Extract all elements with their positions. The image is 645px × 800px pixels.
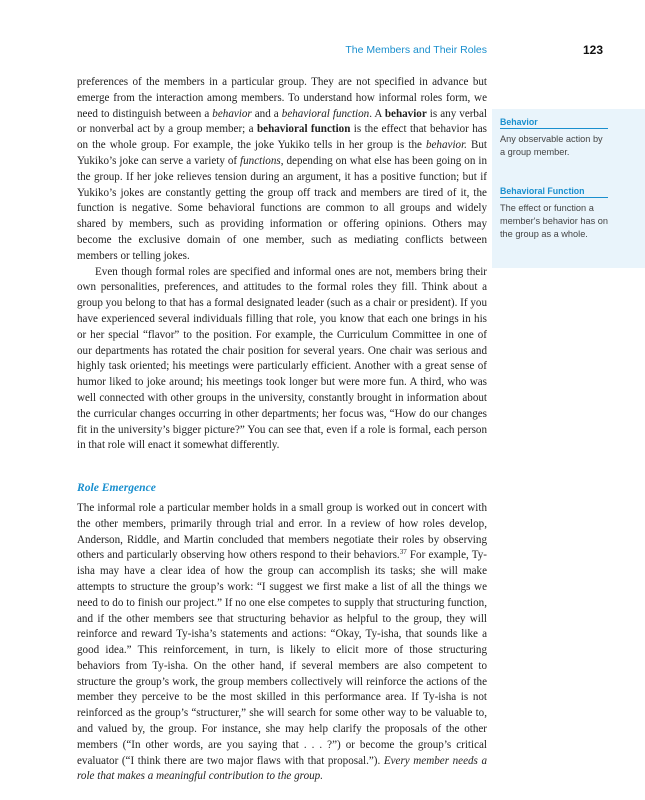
body-text xyxy=(77,75,487,785)
glossary-term: Behavioral Function xyxy=(500,186,608,198)
key-term-behavior: behavior xyxy=(384,107,427,120)
glossary-definition: The effect or function a member's behavior has on the group as a whole. xyxy=(500,203,608,240)
glossary-definition: Any observable action by a group member. xyxy=(500,134,603,158)
page-header xyxy=(0,44,645,60)
citation-reference: 37 xyxy=(399,548,407,557)
running-title: The Members and Their Roles xyxy=(345,44,487,56)
key-term-behavioral-function: behavioral function xyxy=(256,123,351,136)
section-heading: Role Emergence xyxy=(77,481,156,495)
glossary-entry-behavior xyxy=(500,117,608,159)
paragraph-informal-roles: preferences of the members in a particular group. They are not specified in advance but emerge from the interaction among members. To understand how informal roles form, we need to distinguish between a behavior and a behavioral function. A behavior is any verbal or nonverbal act by a group member; a behavioral function is the effect that behavior has on the whole group. For example, the joke Yukiko tells in her group is the behavior. But Yukiko’s joke can serve a variety of functions, depending on what else has been going on in the group. If her joke relieves tension during an argument, it has a positive function; but if Yukiko’s jokes are constantly getting the group off track and members are tired of it, the function is negative. Some behavioral functions are common to all groups and widely shared by members, such as providing information or offering opinions. Others may become the exclusive domain of one member, such as mediating conflicts between members or telling jokes. xyxy=(77,76,487,262)
glossary-term: Behavior xyxy=(500,117,608,129)
paragraph-formal-roles: Even though formal roles are specified and informal ones are not, members bring their own personalities, preferences, and attitudes to the formal roles they fill. Think about a group you belong to that has a formal designated leader (such as a chair or president). If you have experienced several individuals filling that role, you know that each one brings in his or her special “flavor” to the position. For example, the Curriculum Committee in one of our departments has rotated the chair position for several years. One chair was serious and highly task oriented; his meetings were particularly efficient. Another with a great sense of humor liked to joke around; his meetings took longer but were more fun. A third, who was well connected with other groups in the university, constantly brought in information about the curricular changes occurring in other departments; her focus was, “How do our changes fit in the university’s bigger picture?” You can see that, even if a role is formal, each person in that role will enact it somewhat differently. xyxy=(77,265,487,452)
glossary-entry-behavioral-function xyxy=(500,186,608,242)
page-number: 123 xyxy=(582,43,603,57)
paragraph-role-emergence: The informal role a particular member holds in a small group is worked out in concert with the other members, primarily through trial and error. In a review of how roles develop, Anderson, Riddle, and Martin concluded that members negotiate their roles by observing others and particularly observing how others respond to their behaviors.$^{37}$ For example, Ty-isha may have a clear idea of how the group can accomplish its tasks; she will make attempts to structure the group’s work: “I suggest we first make a list of all the things we need to do to finish our project.” If no one else competes to supply that structuring function, and if the other members see that structuring behavior as helpful to the group, they will reinforce and reward Ty-isha’s statements and actions: “Okay, Ty-isha, that sounds like a good idea.” This reinforcement, in turn, is likely to elicit more of those structuring behaviors from Ty-isha. On the other hand, if several members are also competent to structure the group’s work, the group members collectively will reinforce the actions of the member they perceive to be the most skilled in this performance area. If Ty-isha is not reinforced as the group’s “structurer,” she will search for some other way to be valuable to, and valued by, the group. For instance, she may help clarify the proposals of the other members (“In other words, are you saying that . . . ?”) or become the group’s critical evaluator (“I think there are two major flaws with that proposal.”). Every member needs a role that makes a meaningful contribution to the group. xyxy=(77,501,487,783)
